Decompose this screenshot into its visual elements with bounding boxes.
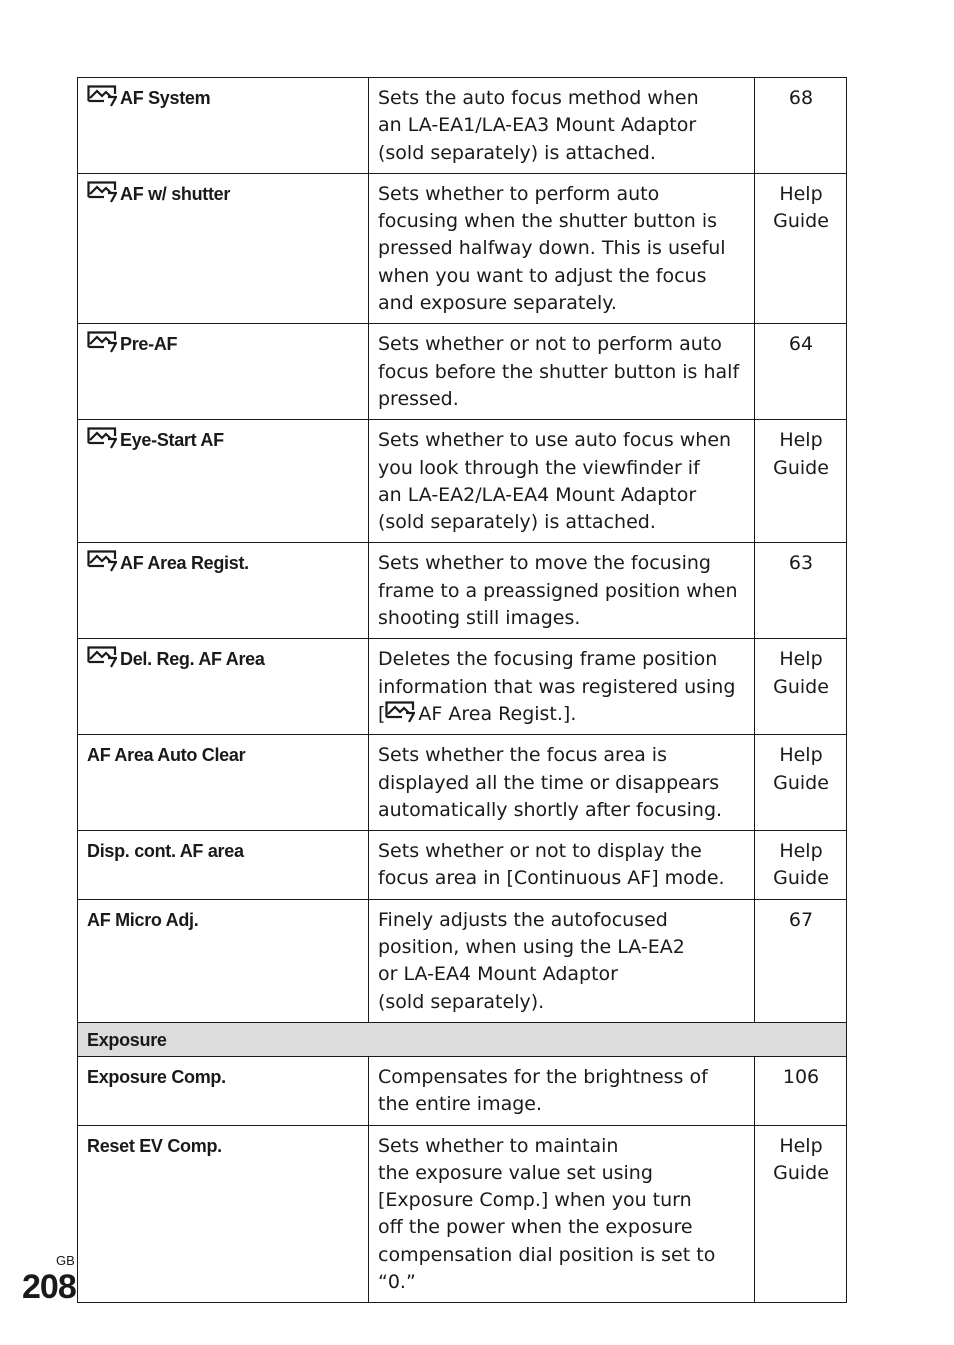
description-line: compensation dial position is set to <box>378 1243 716 1266</box>
setting-name: AF Micro Adj. <box>87 909 199 930</box>
section-header-row <box>78 1022 847 1056</box>
page-reference-cell <box>755 899 847 1022</box>
description-line: Sets whether or not to perform auto <box>378 333 722 356</box>
page-reference-cell <box>755 639 847 735</box>
description-line: Sets whether to use auto focus when <box>378 429 732 452</box>
page-reference: Guide <box>773 675 829 698</box>
setting-name: AF System <box>120 88 211 108</box>
setting-name: Disp. cont. AF area <box>87 841 244 862</box>
page-reference: 106 <box>782 1065 820 1088</box>
table-row <box>78 1125 847 1303</box>
page-reference: 67 <box>788 908 814 931</box>
page-reference-cell <box>755 831 847 900</box>
page-number: 208 <box>22 1268 76 1306</box>
description-line: Compensates for the brightness of <box>378 1065 708 1088</box>
description-line: Sets the auto focus method when <box>378 87 699 109</box>
table-row <box>78 78 847 174</box>
setting-description-cell <box>369 1125 755 1303</box>
description-line: you look through the viewfinder if <box>378 456 700 479</box>
setting-name-cell <box>78 899 369 1022</box>
setting-name: Del. Reg. AF Area <box>120 649 265 670</box>
page-reference-cell <box>755 173 847 323</box>
setting-name-cell <box>78 78 369 174</box>
page-reference: Help <box>779 429 823 452</box>
setting-name-cell <box>78 173 369 323</box>
description-line: an LA-EA2/LA-EA4 Mount Adaptor <box>378 483 697 506</box>
still-image-icon <box>87 550 117 572</box>
setting-name-cell <box>78 1125 369 1303</box>
description-line: position, when using the LA-EA2 <box>378 936 685 959</box>
setting-name: Reset EV Comp. <box>87 1135 222 1156</box>
table-row <box>78 173 847 323</box>
setting-name: AF Area Auto Clear <box>87 745 246 766</box>
description-line: frame to a preassigned position when <box>378 579 738 602</box>
description-line: or LA-EA4 Mount Adaptor <box>378 963 618 986</box>
setting-description-cell <box>369 899 755 1022</box>
still-image-icon <box>385 701 415 723</box>
setting-name-cell <box>78 639 369 735</box>
table-row <box>78 543 847 639</box>
page-reference-cell <box>755 1056 847 1125</box>
description-line: (sold separately). <box>378 990 545 1013</box>
table-row <box>78 735 847 831</box>
setting-description-cell <box>369 173 755 323</box>
table-row <box>78 1056 847 1125</box>
description-line: pressed. <box>378 387 459 410</box>
table-row <box>78 639 847 735</box>
page-reference: Help <box>779 744 823 767</box>
region-code: GB <box>56 1253 75 1268</box>
setting-name: Exposure Comp. <box>87 1066 226 1087</box>
description-line: off the power when the exposure <box>378 1216 693 1239</box>
description-line: displayed all the time or disappears <box>378 771 720 794</box>
page-reference: Guide <box>773 456 829 479</box>
setting-description-cell <box>369 420 755 543</box>
description-line: focus area in [Continuous AF] mode. <box>378 867 725 890</box>
description-line: automatically shortly after focusing. <box>378 798 723 821</box>
setting-description-cell <box>369 735 755 831</box>
description-line: pressed halfway down. This is useful <box>378 237 726 260</box>
table-row <box>78 831 847 900</box>
still-image-icon <box>87 646 117 668</box>
still-image-icon <box>87 181 117 203</box>
description-bracket: ]. <box>562 702 577 725</box>
still-image-icon <box>87 85 117 107</box>
setting-name-cell <box>78 324 369 420</box>
page-reference: Guide <box>773 210 829 233</box>
description-line: Sets whether or not to display the <box>378 840 702 863</box>
page-reference: Help <box>779 840 823 863</box>
setting-description-cell <box>369 78 755 174</box>
description-line: [Exposure Comp.] when you turn <box>378 1189 692 1212</box>
description-line: focus before the shutter button is half <box>378 360 740 383</box>
description-bracket: [ <box>378 702 386 725</box>
page-reference: 68 <box>788 87 814 109</box>
description-line: shooting still images. <box>378 607 581 630</box>
description-reference: AF Area Regist. <box>418 702 563 725</box>
page-reference: 64 <box>788 333 814 356</box>
setting-name: Eye-Start AF <box>120 430 224 451</box>
description-line: Sets whether to perform auto <box>378 182 660 205</box>
page-reference: Help <box>779 182 823 205</box>
setting-name: AF Area Regist. <box>120 553 249 574</box>
description-line: (sold separately) is attached. <box>378 141 656 164</box>
table-row <box>78 420 847 543</box>
table-row <box>78 324 847 420</box>
page-reference-cell <box>755 1125 847 1303</box>
description-line: the entire image. <box>378 1093 543 1116</box>
setting-name-cell <box>78 420 369 543</box>
page-reference: Guide <box>773 771 829 794</box>
section-header <box>78 1022 847 1056</box>
setting-description-cell <box>369 324 755 420</box>
setting-name-cell <box>78 735 369 831</box>
page-reference-cell <box>755 78 847 174</box>
description-line: the exposure value set using <box>378 1161 653 1184</box>
description-line: Deletes the focusing frame position <box>378 648 718 671</box>
description-line: Sets whether to move the focusing <box>378 552 711 575</box>
description-line: Sets whether the focus area is <box>378 744 667 767</box>
page-reference: Help <box>779 648 823 671</box>
settings-table-body <box>78 78 847 1303</box>
description-line: and exposure separately. <box>378 292 617 315</box>
page-reference: Guide <box>773 1161 829 1184</box>
page-reference-cell <box>755 735 847 831</box>
setting-description-cell <box>369 543 755 639</box>
description-line: Sets whether to maintain <box>378 1134 619 1157</box>
page-reference: Help <box>779 1134 823 1157</box>
description-line: “0.” <box>378 1270 416 1293</box>
page-reference: 63 <box>788 552 814 575</box>
setting-name-cell <box>78 543 369 639</box>
setting-description-cell <box>369 1056 755 1125</box>
setting-name: Pre-AF <box>120 334 178 355</box>
settings-table <box>77 77 847 1303</box>
section-title: Exposure <box>87 1029 167 1050</box>
still-image-icon <box>87 331 117 353</box>
setting-name-cell <box>78 831 369 900</box>
setting-name: AF w/ shutter <box>120 183 231 204</box>
setting-description-cell <box>369 831 755 900</box>
page-reference: Guide <box>773 867 829 890</box>
setting-name-cell <box>78 1056 369 1125</box>
page-reference-cell <box>755 543 847 639</box>
description-line: (sold separately) is attached. <box>378 511 656 534</box>
description-line: Finely adjusts the autofocused <box>378 908 668 931</box>
setting-description-cell <box>369 639 755 735</box>
description-line: focusing when the shutter button is <box>378 210 718 233</box>
description-line: an LA-EA1/LA-EA3 Mount Adaptor <box>378 114 697 137</box>
table-row <box>78 899 847 1022</box>
description-line: information that was registered using <box>378 675 736 698</box>
page-reference-cell <box>755 324 847 420</box>
page-reference-cell <box>755 420 847 543</box>
description-line: when you want to adjust the focus <box>378 264 707 287</box>
still-image-icon <box>87 427 117 449</box>
